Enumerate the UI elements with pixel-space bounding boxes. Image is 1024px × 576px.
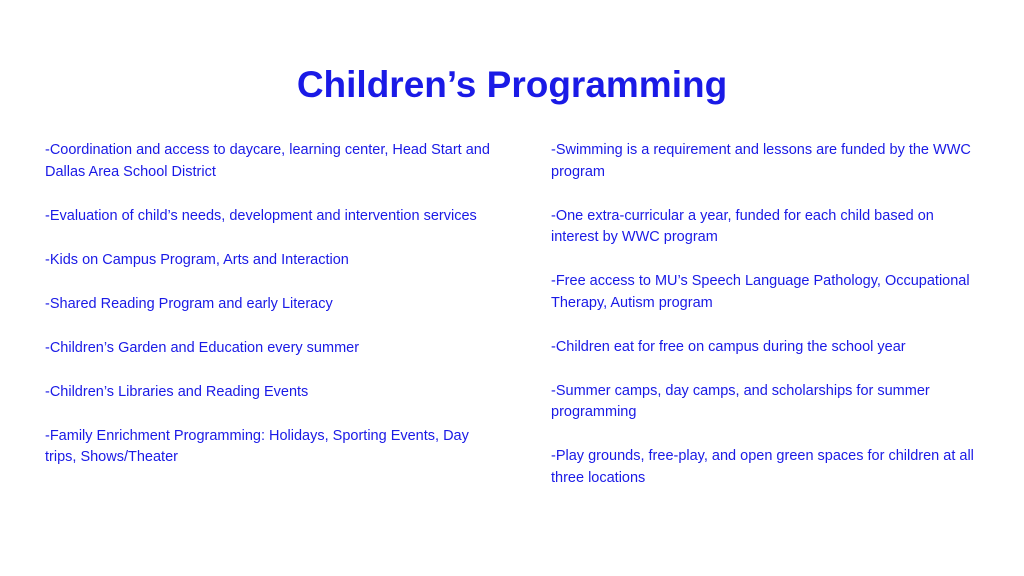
list-item: -One extra-curricular a year, funded for each child based on interest by WWC program [551,207,934,245]
list-item: -Shared Reading Program and early Literacy [45,295,333,312]
list-item: -Children eat for free on campus during the school year [551,338,906,355]
list-item: -Play grounds, free-play, and open green spaces for children at all three locations [551,448,974,486]
slide-title: Children’s Programming [296,64,728,105]
right-column [551,140,981,512]
list-item: -Summer camps, day camps, and scholarships for summer programming [551,382,930,420]
list-item: -Children’s Libraries and Reading Events [45,383,309,400]
list-item: -Family Enrichment Programming: Holidays, Sporting Events, Day trips, Shows/Theater [45,427,469,465]
list-item: -Children’s Garden and Education every summer [45,339,360,356]
list-item: -Free access to MU’s Speech Language Pathology, Occupational Therapy, Autism program [551,273,970,311]
list-item: -Coordination and access to daycare, learning center, Head Start and Dallas Area School District [45,142,490,180]
list-item: -Swimming is a requirement and lessons are funded by the WWC program [551,142,971,180]
left-column [45,140,490,491]
list-item: -Kids on Campus Program, Arts and Interaction [45,251,349,268]
list-item: -Evaluation of child’s needs, development and intervention services [45,207,477,224]
